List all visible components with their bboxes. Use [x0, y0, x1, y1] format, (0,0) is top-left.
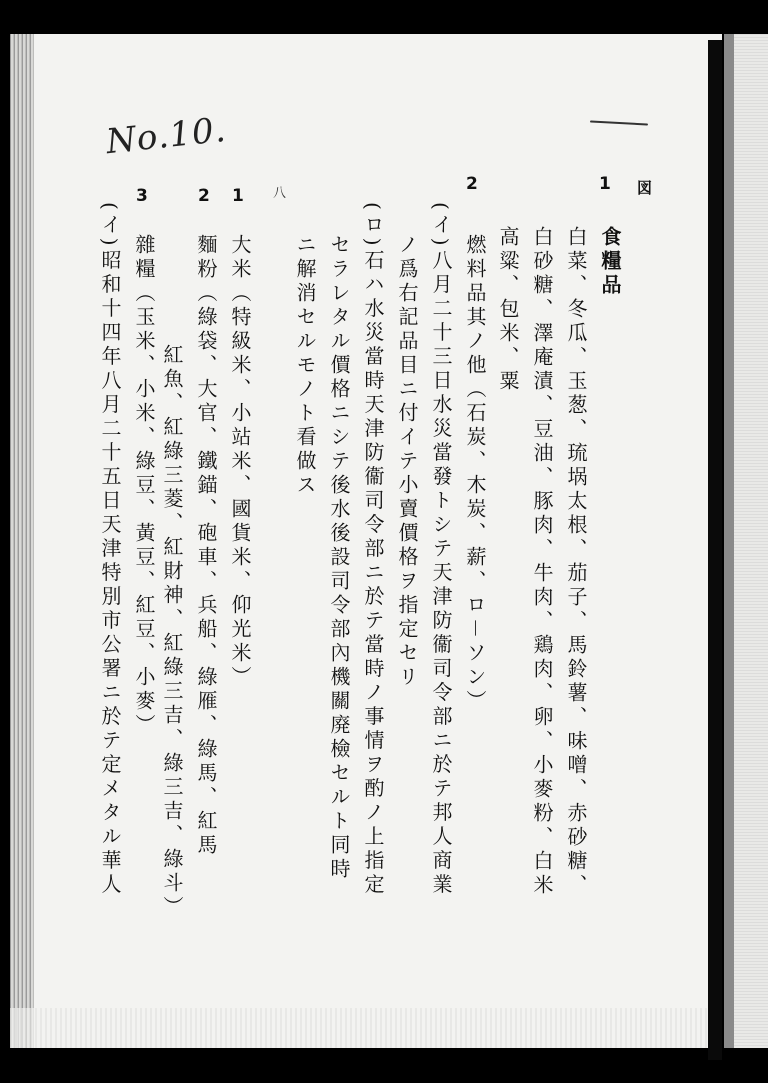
section-2-line: 燃料品其ノ他（石炭、木炭、薪、ロ－ソン）	[463, 234, 487, 714]
section-2-line: セラレタル價格ニシテ後水後設司令部內機關廃檢セルト同時	[327, 234, 351, 882]
section-1-line: 白砂糖、澤庵漬、豆油、豚肉、牛肉、鶏肉、卵、小麥粉、白米	[530, 226, 554, 898]
document-page	[10, 34, 722, 1048]
item-2-line: 紅魚、紅綠三菱、紅財神、紅綠三吉、綠三吉、綠斗）	[160, 344, 184, 920]
section-2-number: 2	[466, 174, 478, 194]
seal-mark: 図	[637, 179, 653, 197]
item-3-number: 3	[136, 186, 148, 206]
item-3-line: (イ)昭和十四年八月二十五日天津特別市公署ニ於テ定メタル華人	[98, 202, 122, 898]
item-1-number: 1	[232, 186, 244, 206]
item-2-line: 麵粉（綠袋、大官、鐵錨、砲車、兵船、綠雁、綠馬、紅馬	[194, 234, 218, 858]
section-1-line: 白菜、冬瓜、玉葱、琉埚太根、茄子、馬鈴薯、味噌、赤砂糖、	[564, 226, 588, 898]
section-1-line: 高粱、包米、粟	[496, 226, 520, 394]
section-2-line: (イ)八月二十三日水災當發トシテ天津防衞司令部ニ於テ邦人商業	[429, 202, 453, 898]
section-2-line: ニ解消セルモノト看做ス	[293, 234, 317, 498]
next-page-edge	[724, 34, 768, 1048]
section-2-line: ノ爲右記品目ニ付イテ小賣價格ヲ指定セリ	[395, 234, 419, 690]
handwritten-dash	[590, 120, 648, 125]
item-1-line: 大米（特級米、小站米、國貨米、仰光米）	[228, 234, 252, 690]
book-spine	[708, 40, 722, 1060]
page-left-edge	[10, 34, 34, 1048]
section-2-line: (ロ)石ハ水災當時天津防衞司令部ニ於テ當時ノ事情ヲ酌ノ上指定	[361, 202, 385, 898]
section-1-heading: 食糧品	[598, 226, 622, 298]
item-3-line: 雜糧（玉米、小米、綠豆、黃豆、紅豆、小麥）	[132, 234, 156, 738]
item-2-number: 2	[198, 186, 210, 206]
paper-grain	[10, 1008, 722, 1048]
page-mark: 八	[273, 186, 287, 201]
section-1-number: 1	[599, 174, 611, 194]
handwritten-note: No.10.	[104, 109, 229, 163]
